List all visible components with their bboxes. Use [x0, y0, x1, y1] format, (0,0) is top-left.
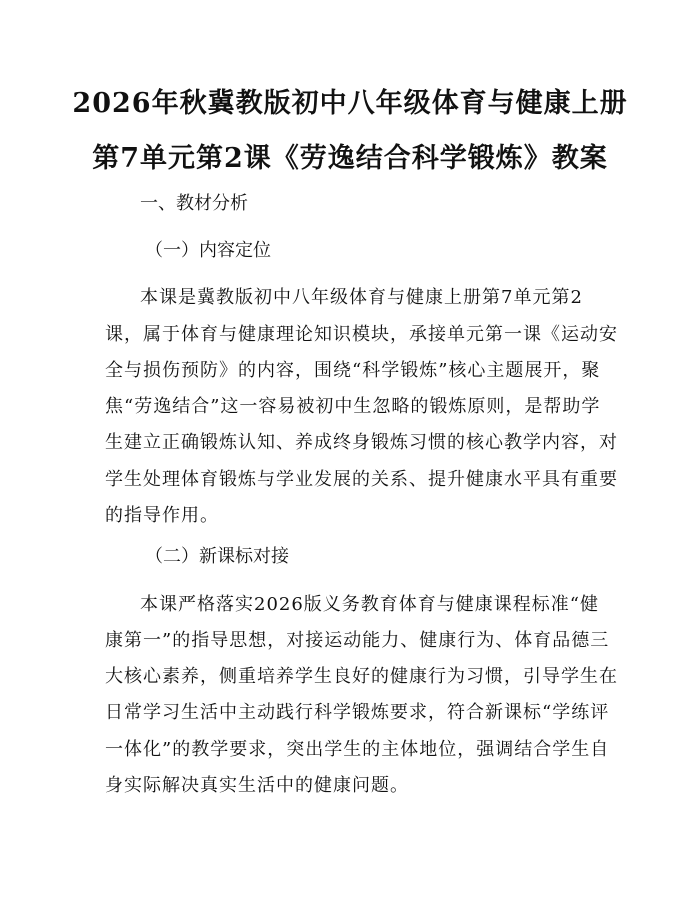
- paragraph-line: 学生处理体育锻炼与学业发展的关系、提升健康水平具有重要: [105, 469, 618, 490]
- paragraph-line: 日常学习生活中主动践行科学锻炼要求，符合新课标“学练评: [105, 702, 610, 723]
- document-title-line-1: 2026年秋冀教版初中八年级体育与健康上册: [72, 88, 628, 119]
- paragraph-line: 本课是冀教版初中八年级体育与健康上册第7单元第2: [140, 287, 583, 308]
- paragraph-line: 一体化”的教学要求，突出学生的主体地位，强调结合学生自: [105, 739, 610, 760]
- paragraph-line: 全与损伤预防》的内容，围绕“科学锻炼”核心主题展开，聚: [105, 360, 601, 381]
- subsection-heading-curriculum-standard: （二）新课标对接: [145, 546, 289, 567]
- section-heading-textbook-analysis: 一、教材分析: [140, 193, 248, 214]
- paragraph-line: 康第一”的指导思想，对接运动能力、健康行为、体育品德三: [105, 630, 610, 651]
- subsection-heading-content-positioning: （一）内容定位: [145, 240, 271, 261]
- paragraph-line: 焦“劳逸结合”这一容易被初中生忽略的锻炼原则，是帮助学: [105, 396, 601, 417]
- paragraph-line: 课，属于体育与健康理论知识模块，承接单元第一课《运动安: [105, 324, 618, 345]
- paragraph-line: 的指导作用。: [105, 505, 219, 526]
- document-title-line-2: 第7单元第2课《劳逸结合科学锻炼》教案: [92, 143, 608, 174]
- paragraph-line: 大核心素养，侧重培养学生良好的健康行为习惯，引导学生在: [105, 666, 618, 687]
- paragraph-line: 本课严格落实2026版义务教育体育与健康课程标准“健: [140, 594, 600, 615]
- paragraph-line: 身实际解决真实生活中的健康问题。: [105, 775, 409, 796]
- paragraph-line: 生建立正确锻炼认知、养成终身锻炼习惯的核心教学内容，对: [105, 432, 618, 453]
